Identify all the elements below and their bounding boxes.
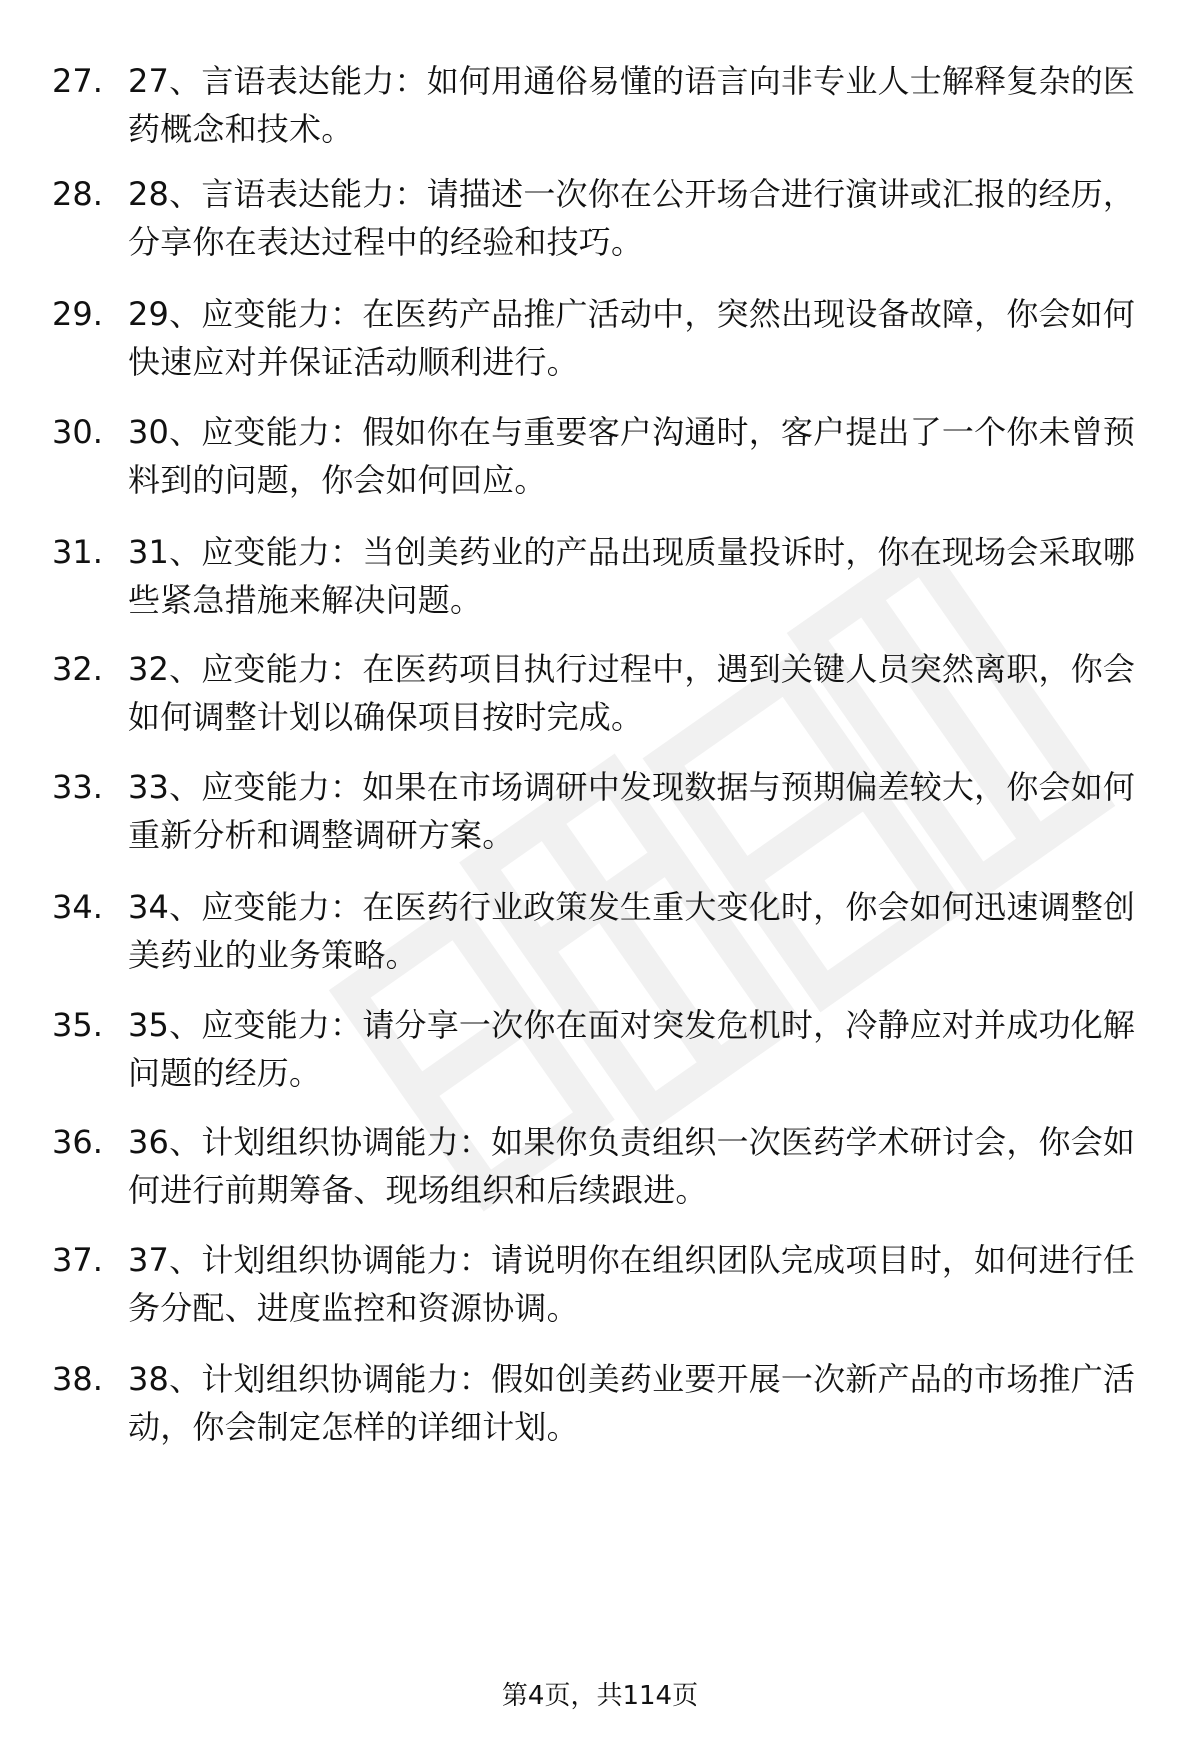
list-item bbox=[0, 1118, 1200, 1228]
list-item-number: 27. bbox=[52, 62, 103, 100]
list-item-text: 32、应变能力：在医药项目执行过程中，遇到关键人员突然离职，你会如何调整计划以确保项目按时完成。 bbox=[128, 650, 1136, 736]
list-item bbox=[0, 528, 1200, 638]
list-item-number: 33. bbox=[52, 768, 103, 806]
list-item-text: 29、应变能力：在医药产品推广活动中，突然出现设备故障，你会如何快速应对并保证活动顺利进行。 bbox=[128, 295, 1136, 381]
list-item-text: 27、言语表达能力：如何用通俗易懂的语言向非专业人士解释复杂的医药概念和技术。 bbox=[128, 62, 1136, 148]
list-item bbox=[0, 1236, 1200, 1346]
list-item-number: 31. bbox=[52, 533, 103, 571]
list-item bbox=[0, 170, 1200, 280]
list-item bbox=[0, 883, 1200, 993]
list-item-text: 35、应变能力：请分享一次你在面对突发危机时，冷静应对并成功化解问题的经历。 bbox=[128, 1006, 1136, 1092]
list-item-number: 35. bbox=[52, 1006, 103, 1044]
list-item bbox=[0, 57, 1200, 167]
list-item-text: 36、计划组织协调能力：如果你负责组织一次医药学术研讨会，你会如何进行前期筹备、现场组织和后续跟进。 bbox=[128, 1123, 1136, 1209]
list-item-text: 37、计划组织协调能力：请说明你在组织团队完成项目时，如何进行任务分配、进度监控和资源协调。 bbox=[128, 1241, 1136, 1327]
list-item-number: 29. bbox=[52, 295, 103, 333]
list-item-number: 28. bbox=[52, 175, 103, 213]
list-item-text: 38、计划组织协调能力：假如创美药业要开展一次新产品的市场推广活动，你会制定怎样的详细计划。 bbox=[128, 1360, 1136, 1446]
list-item-number: 32. bbox=[52, 650, 103, 688]
list-item bbox=[0, 763, 1200, 873]
list-item-number: 37. bbox=[52, 1241, 103, 1279]
list-item-text: 34、应变能力：在医药行业政策发生重大变化时，你会如何迅速调整创美药业的业务策略。 bbox=[128, 888, 1136, 974]
list-item bbox=[0, 408, 1200, 518]
list-item-number: 38. bbox=[52, 1360, 103, 1398]
list-item-text: 31、应变能力：当创美药业的产品出现质量投诉时，你在现场会采取哪些紧急措施来解决问题。 bbox=[128, 533, 1136, 619]
list-item bbox=[0, 645, 1200, 755]
list-item-number: 30. bbox=[52, 413, 103, 451]
list-item-text: 28、言语表达能力：请描述一次你在公开场合进行演讲或汇报的经历，分享你在表达过程中的经验和技巧。 bbox=[128, 175, 1136, 261]
list-item-number: 36. bbox=[52, 1123, 103, 1161]
list-item-number: 34. bbox=[52, 888, 103, 926]
list-item bbox=[0, 290, 1200, 400]
page-footer: 第4页，共114页 bbox=[501, 1681, 699, 1711]
list-item bbox=[0, 1355, 1200, 1465]
list-item-text: 30、应变能力：假如你在与重要客户沟通时，客户提出了一个你未曾预料到的问题，你会如何回应。 bbox=[128, 413, 1136, 499]
list-item bbox=[0, 1001, 1200, 1111]
list-item-text: 33、应变能力：如果在市场调研中发现数据与预期偏差较大，你会如何重新分析和调整调研方案。 bbox=[128, 768, 1136, 854]
